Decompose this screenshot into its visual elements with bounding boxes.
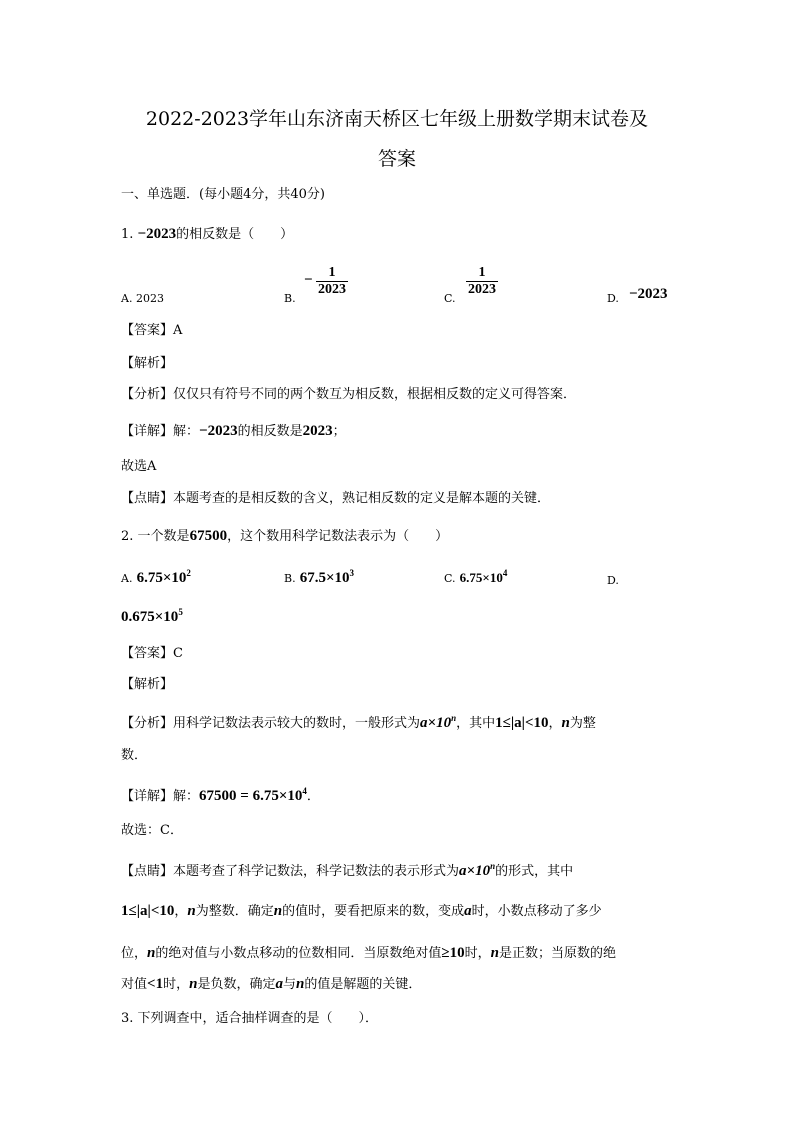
dianjing-2-line2: 1≤|a|<10，n为整数．确定n的值时，要看把原来的数，变成a时，小数点移动了多少: [121, 903, 602, 919]
page-title-line2: 答案: [377, 148, 416, 170]
guxuan-1: 故选A: [121, 459, 157, 474]
option-c-label: C.: [444, 292, 456, 305]
question-stem: 下列调查中，适合抽样调查的是（ ）．: [137, 1011, 379, 1026]
analysis-2: 【解析】: [121, 677, 174, 692]
math-expression: $a\times 10^n$: [420, 713, 457, 731]
option-label: A.: [121, 572, 133, 585]
option-b: [284, 570, 354, 587]
math-expression: 1≤|a|<10: [121, 903, 175, 919]
math-expression: 1≤|a|<10: [495, 715, 549, 731]
fenxi-2-line2: 数．: [121, 748, 148, 763]
question-number: 2.: [121, 529, 134, 544]
dianjing-2-line4: 对值<1时，n是负数，确定a与n的值是解题的关键．: [121, 976, 422, 992]
math-expression: 2023: [302, 423, 333, 439]
option-d-value: −2023: [629, 286, 668, 302]
xiangjie-2: 【详解】解：$67500 = 6.75\times 10^4$．: [121, 786, 320, 804]
numerator: 1: [478, 265, 486, 280]
denominator: 2023: [468, 282, 496, 297]
question-number: 1.: [121, 227, 134, 242]
option-b-fraction: [316, 265, 348, 298]
dianjing-2-line1: 【点睛】本题考查了科学记数法，科学记数法的表示形式为$a\times 10^n$的形式，其中: [121, 861, 574, 879]
option-label: B.: [284, 572, 296, 585]
question-3: [121, 1011, 378, 1027]
option-a: [121, 570, 191, 587]
question-number: 3.: [121, 1011, 134, 1026]
option-a: [121, 291, 164, 307]
question-2: [121, 528, 448, 545]
answer-2: 【答案】C: [121, 646, 183, 661]
option-d-value: $0.675\times 10^5$: [121, 607, 183, 625]
fenxi-1: 【分析】仅仅只有符号不同的两个数互为相反数，根据相反数的定义可得答案．: [121, 387, 577, 402]
xiangjie-end: ；: [332, 424, 346, 439]
option-b-label: B.: [284, 292, 296, 305]
question-stem: 的相反数是（ ）: [176, 227, 294, 242]
math-expression: −2023: [199, 423, 238, 439]
dianjing-1: 【点睛】本题考查的是相反数的含义，熟记相反数的定义是解本题的关键．: [121, 491, 551, 506]
option-value: $6.75\times 10^2$: [136, 568, 191, 586]
option-c-fraction: [466, 265, 498, 298]
option-label: C.: [444, 572, 456, 585]
answer-1: 【答案】A: [121, 323, 183, 338]
option-b-sign: −: [304, 272, 313, 288]
math-expression: $a\times 10^n$: [459, 861, 496, 879]
option-c: [444, 570, 507, 587]
numerator: 1: [328, 265, 336, 280]
math-expression: ≥10: [441, 945, 465, 961]
question-stem: ，这个数用科学记数法表示为（ ）: [227, 529, 449, 544]
math-expression: <1: [147, 976, 164, 992]
xiangjie-1: [121, 423, 346, 440]
option-label: A.: [121, 292, 133, 305]
question-1: [121, 226, 293, 243]
fenxi-2-line1: 【分析】用科学记数法表示较大的数时，一般形式为$a\times 10^n$，其中1≤|a|<10，n为整: [121, 713, 596, 731]
math-expression: $67500 = 6.75\times 10^4$: [199, 786, 307, 804]
option-value: $6.75\times 10^4$: [459, 568, 508, 585]
guxuan-2: 故选：C．: [121, 823, 183, 838]
option-value: $67.5\times 10^3$: [299, 568, 355, 586]
xiangjie-text: 的相反数是: [237, 424, 303, 439]
math-expression: −2023: [137, 226, 177, 242]
option-value: 2023: [135, 292, 164, 305]
math-expression: 67500: [189, 528, 228, 544]
page-title-line1: 2022-2023学年山东济南天桥区七年级上册数学期末试卷及: [145, 108, 649, 130]
option-d-label: D.: [607, 292, 619, 305]
analysis-1: 【解析】: [121, 356, 174, 371]
dianjing-2-line3: 位，n的绝对值与小数点移动的位数相同．当原数绝对值≥10时，n是正数；当原数的绝: [121, 945, 616, 961]
denominator: 2023: [318, 282, 346, 297]
xiangjie-prefix: 【详解】解：: [121, 424, 200, 439]
option-d-label: D.: [607, 574, 619, 587]
question-stem: 一个数是: [137, 529, 190, 544]
section-heading: 一、单选题．(每小题4分，共40分): [121, 187, 325, 202]
math-expression: n: [561, 715, 570, 731]
